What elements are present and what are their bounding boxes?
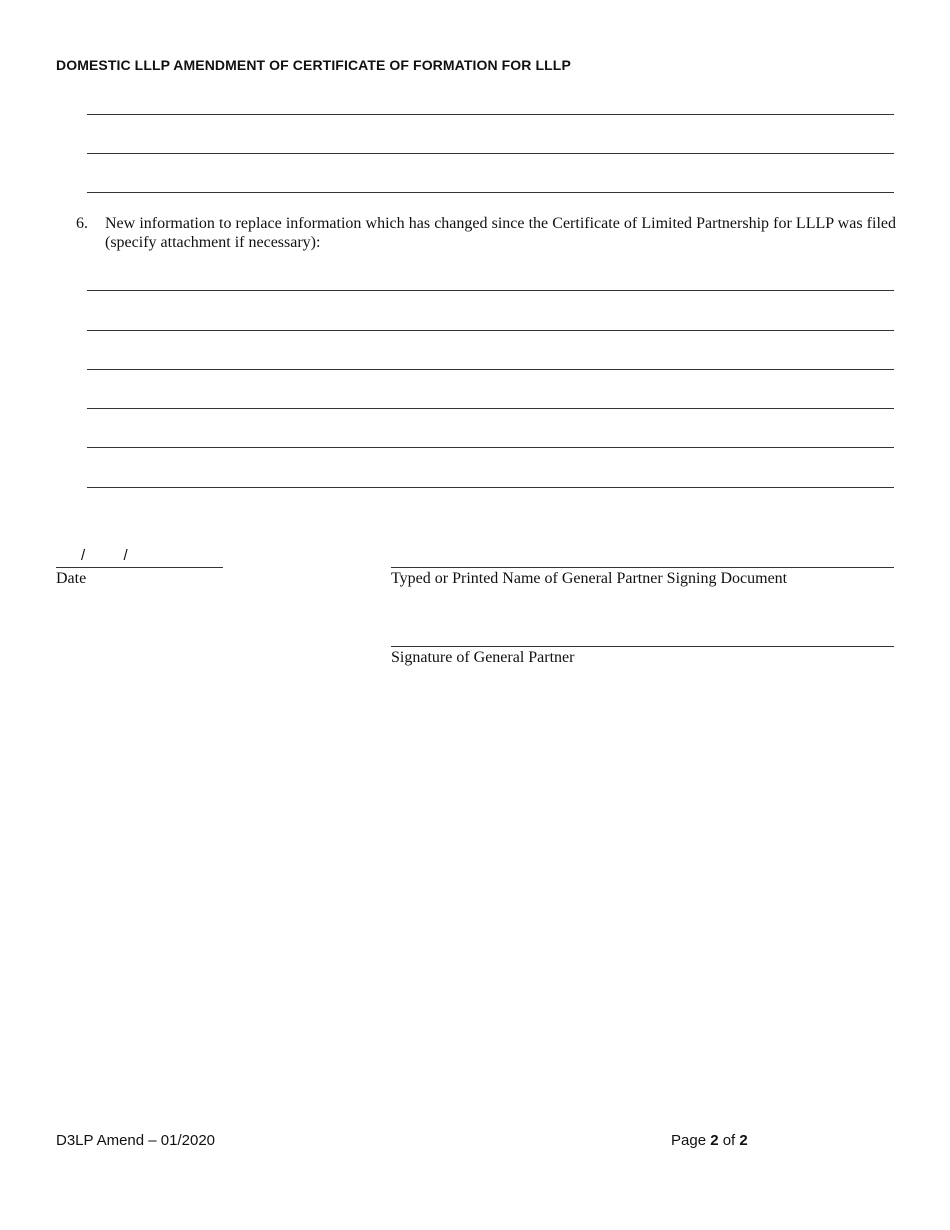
page-current: 2 xyxy=(710,1132,719,1149)
blank-line xyxy=(87,330,894,331)
page-of: of xyxy=(718,1132,740,1149)
blank-line xyxy=(87,487,894,488)
printed-name-label: Typed or Printed Name of General Partner Signing Document xyxy=(391,570,788,587)
blank-line xyxy=(87,447,894,448)
date-separator: / xyxy=(123,547,128,564)
date-field xyxy=(81,547,128,564)
date-separator: / xyxy=(81,547,86,564)
document-title: DOMESTIC LLLP AMENDMENT OF CERTIFICATE OF FORMATION FOR LLLP xyxy=(56,57,571,73)
printed-name-line xyxy=(391,567,894,568)
signature-label: Signature of General Partner xyxy=(391,649,575,666)
page-number xyxy=(671,1132,748,1149)
signature-line xyxy=(391,646,894,647)
blank-line xyxy=(87,153,894,154)
blank-line xyxy=(87,369,894,370)
item-number: 6. xyxy=(76,215,88,232)
item-6 xyxy=(76,214,896,252)
form-identifier: D3LP Amend – 01/2020 xyxy=(56,1132,216,1149)
blank-line xyxy=(87,114,894,115)
blank-line xyxy=(87,408,894,409)
blank-line xyxy=(87,192,894,193)
item-text: New information to replace information which has changed since the Certificate of Limited Partnership for LLLP was filed (specify attachment if necessary): xyxy=(105,215,896,251)
page-total: 2 xyxy=(739,1132,748,1149)
page-prefix: Page xyxy=(671,1132,711,1149)
date-line xyxy=(56,567,223,568)
date-label: Date xyxy=(56,570,87,587)
blank-line xyxy=(87,290,894,291)
